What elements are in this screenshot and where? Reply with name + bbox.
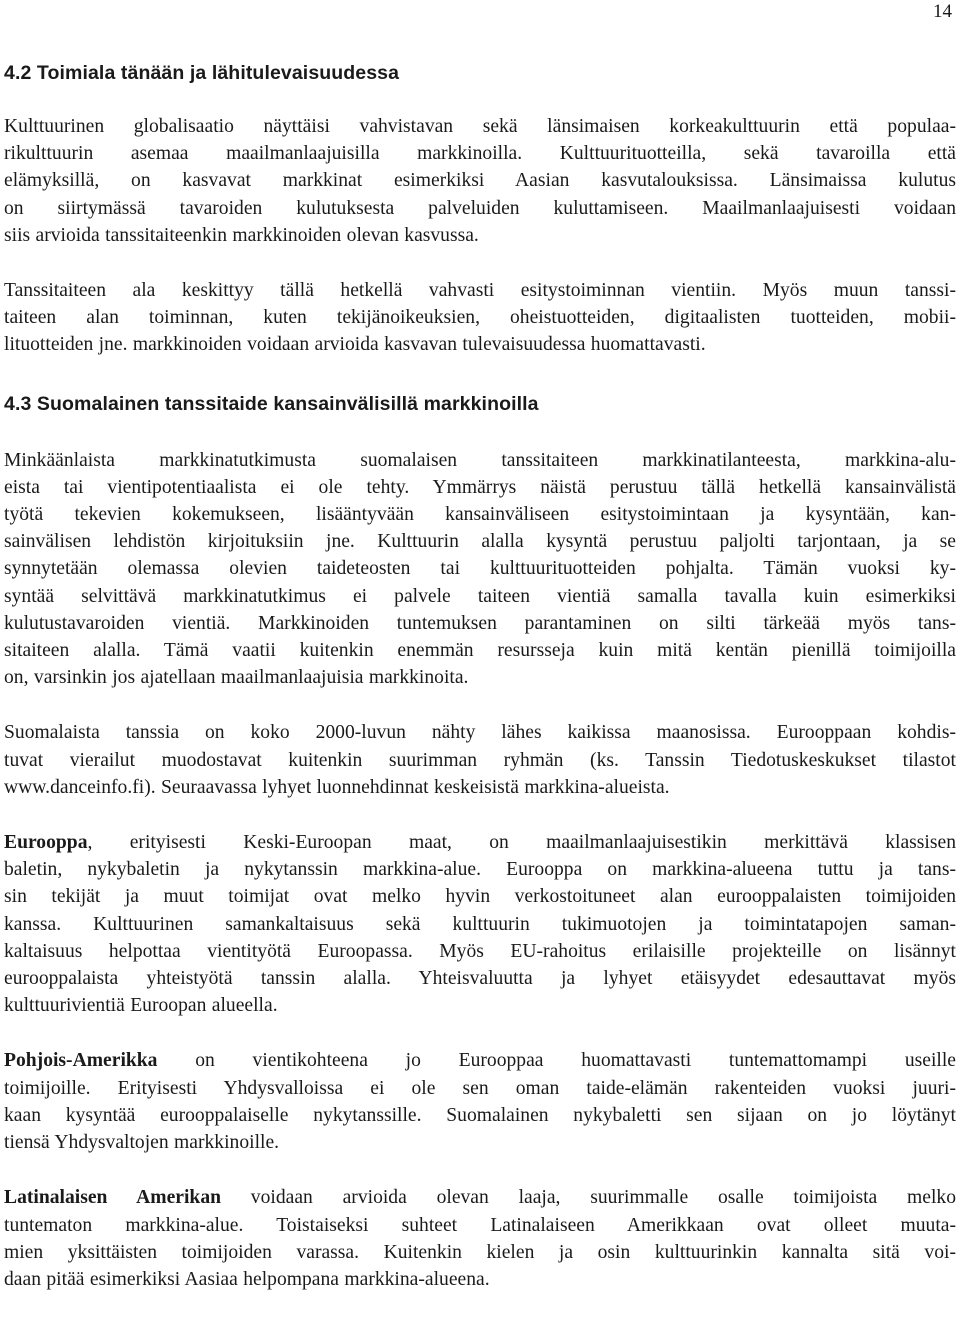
paragraph-north-america: [4, 1047, 956, 1156]
text-line: lituotteiden jne. markkinoiden voidaan arvioida kasvavan tulevaisuudessa huomattavasti.: [4, 334, 706, 356]
text-line: [4, 1047, 956, 1074]
paragraph-europe: [4, 829, 956, 1019]
market-lead-north-america: Pohjois-Amerikka: [4, 1050, 158, 1072]
text-line: syntää selvittävä markkinatutkimus ei palvele taiteen vientiä samalla tavalla kuin esimerkiksi: [4, 585, 956, 607]
text-line: mien yksittäisten toimijoiden varassa. Kuitenkin kielen ja osin kulttuurinkin kannalta sitä voi-: [4, 1241, 956, 1263]
text-line: [4, 1184, 956, 1211]
text-line: synnytetään olemassa olevien taideteosten tai kulttuurituotteiden pohjalta. Tämän vuoksi ky-: [4, 558, 956, 580]
paragraph-globalisation: [4, 113, 956, 249]
text-line: on, varsinkin jos ajatellaan maailmanlaajuisia markkinoita.: [4, 667, 469, 689]
text-line: Minkäänlaista markkinatutkimusta suomalaisen tanssitaiteen markkinatilanteesta, markkina-alu-: [4, 449, 956, 471]
text-line: eista tai vientipotentiaalista ei ole tehty. Ymmärrys näistä perustuu tällä hetkellä kansainvälistä: [4, 476, 956, 498]
text-line: daan pitää esimerkiksi Aasiaa helpompana markkina-alueena.: [4, 1268, 490, 1290]
paragraph-performance-export: [4, 277, 956, 359]
text-line: taiteen alan toiminnan, kuten tekijänoikeuksien, oheistuotteiden, digitaalisten tuotteiden, mobii-: [4, 307, 956, 329]
text-line: eurooppalaista yhteistyötä tanssin alalla. Yhteisvaluutta ja lyhyet etäisyydet edesauttavat myös: [4, 968, 956, 990]
section-heading-4-3: 4.3 Suomalainen tanssitaide kansainvälisillä markkinoilla: [4, 392, 539, 415]
text-line: on siirtymässä tavaroiden kulutuksesta palveluiden kuluttamiseen. Maailmanlaajuisesti voidaan: [4, 197, 956, 219]
text-line: työtä tekevien kokemukseen, lisääntyvään kansainväliseen esitystoimintaan ja kysyntään, kan-: [4, 504, 956, 526]
page-number: 14: [933, 1, 952, 22]
text-run: on vientikohteena jo Eurooppaa huomattavasti tuntemattomampi useille: [157, 1050, 956, 1072]
text-run: , erityisesti Keski-Euroopan maat, on maailmanlaajuisestikin merkittävä klassisen: [87, 832, 956, 854]
text-line: www.danceinfo.fi). Seuraavassa lyhyet luonnehdinnat keskeisistä markkina-alueista.: [4, 776, 670, 798]
text-line: sin tekijät ja muut toimijat ovat melko hyvin verkostoituneet alan eurooppalaisten toimijoiden: [4, 886, 956, 908]
text-line: kanssa. Kulttuurinen samankaltaisuus sekä kulttuurin tukimuotojen ja toimintatapojen saman-: [4, 913, 956, 935]
text-line: Kulttuurinen globalisaatio näyttäisi vahvistavan sekä länsimaisen korkeakulttuurin että populaa-: [4, 116, 956, 137]
text-line: tiensä Yhdysvaltojen markkinoille.: [4, 1132, 280, 1154]
text-line: kulttuurivientiä Euroopan alueella.: [4, 995, 278, 1017]
text-line: kaan kysyntää eurooppalaiselle nykytanssille. Suomalainen nykybaletti sen sijaan on jo löytänyt: [4, 1104, 956, 1126]
text-line: Suomalaista tanssia on koko 2000-luvun nähty lähes kaikissa maanosissa. Eurooppaan kohdis-: [4, 722, 956, 744]
market-lead-europe: Eurooppa: [4, 832, 88, 854]
paragraph-latin-america: [4, 1184, 956, 1293]
text-line: tuntematon markkina-alue. Toistaiseksi suhteet Latinalaiseen Amerikkaan ovat olleet muuta-: [4, 1214, 956, 1236]
text-line: kulutustavaroiden vientiä. Markkinoiden tuntemuksen parantaminen on silti tärkeää myös tans-: [4, 612, 956, 634]
text-line: elämyksillä, on kasvavat markkinat esimerkiksi Aasian kasvutalouksissa. Länsimaissa kulutus: [4, 170, 956, 192]
page-content: [4, 59, 956, 1293]
paragraph-finnish-dance-abroad: [4, 719, 956, 801]
text-run: voidaan arvioida olevan laaja, suurimmalle osalle toimijoista melko: [221, 1187, 956, 1209]
text-line: [4, 829, 956, 856]
text-line: sainvälisen lehdistön kirjoituksiin jne. Kulttuurin alalla kysyntä perustuu paljolti tarjontaan, ja se: [4, 531, 956, 553]
text-line: tuvat vierailut muodostavat kuitenkin suurimman ryhmän (ks. Tanssin Tiedotuskeskukset tilastot: [4, 749, 956, 771]
text-line: kaltaisuus helpottaa vientityötä Euroopassa. Myös EU-rahoitus erilaisille projekteille on lisännyt: [4, 940, 956, 962]
text-line: sitaiteen alalla. Tämä vaatii kuitenkin enemmän resursseja kuin mitä kentän pienillä toimijoilla: [4, 640, 956, 662]
text-line: rikulttuurin asemaa maailmanlaajuisilla markkinoilla. Kulttuurituotteilla, sekä tavaroilla että: [4, 143, 956, 165]
text-line: Tanssitaiteen ala keskittyy tällä hetkellä vahvasti esitystoiminnan vientiin. Myös muun tanssi-: [4, 280, 956, 302]
section-heading-4-2: 4.2 Toimiala tänään ja lähitulevaisuudessa: [4, 62, 400, 84]
text-line: siis arvioida tanssitaiteenkin markkinoiden olevan kasvussa.: [4, 224, 479, 246]
text-line: toimijoille. Erityisesti Yhdysvalloissa ei ole sen oman taide-elämän rakenteiden vuoksi juuri-: [4, 1077, 956, 1099]
market-lead-latin-america: Latinalaisen Amerikan: [4, 1187, 222, 1209]
paragraph-market-research: [4, 447, 956, 692]
text-line: baletin, nykybaletin ja nykytanssin markkina-alue. Eurooppa on markkina-alueena tuttu ja tans-: [4, 859, 956, 881]
